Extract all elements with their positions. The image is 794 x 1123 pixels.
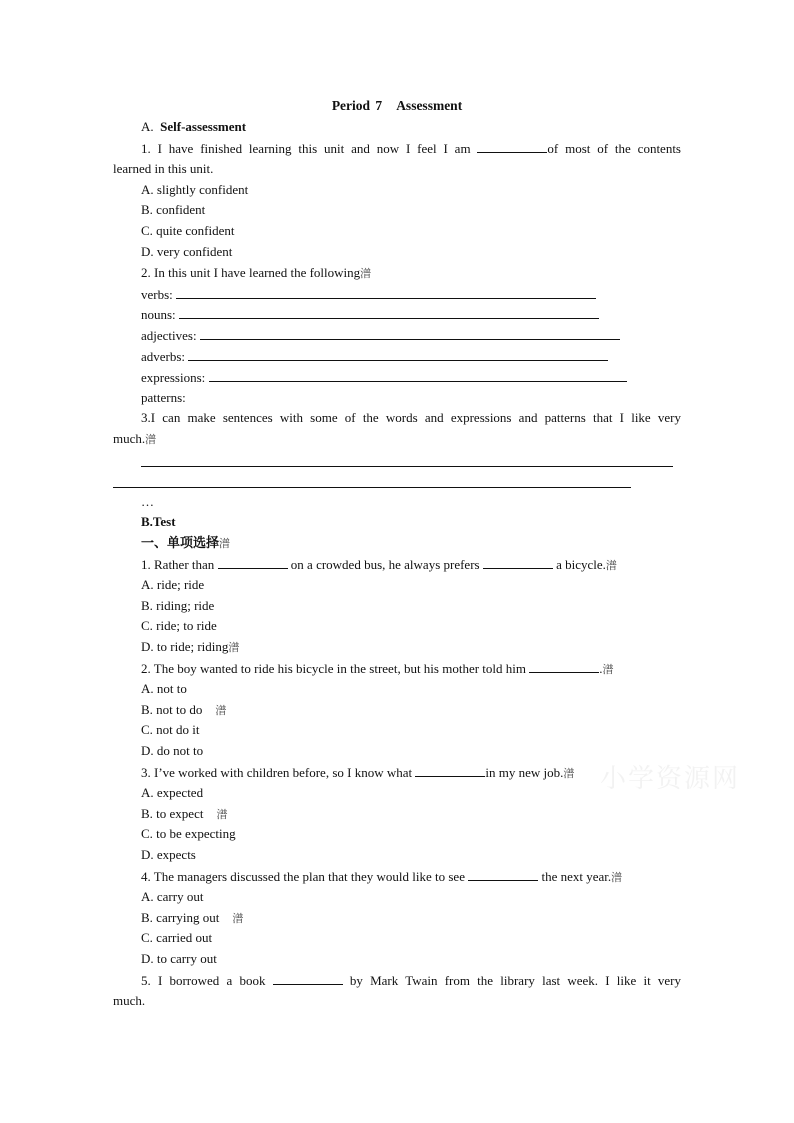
page-title [0, 98, 794, 114]
b-q3-option-d: D. expects [141, 847, 196, 862]
b-q3-stem: 3. I’ve worked with children before, so I know what in my new job.潽 [141, 765, 575, 780]
q1-option-d: D. very confident [141, 244, 233, 259]
adverbs-line [188, 348, 608, 361]
title-name: Assessment [396, 98, 463, 113]
field-verbs: verbs: [141, 286, 596, 303]
b-q4-stem: 4. The managers discussed the plan that they would like to see the next year.潽 [141, 869, 623, 884]
q1-line2: learned in this unit. [113, 161, 214, 176]
b-q3-option-a: A. expected [141, 785, 204, 800]
b-q4-option-d: D. to carry out [141, 951, 217, 966]
b-q4-option-b: B. carrying out 潽 [141, 910, 244, 925]
b-q3-option-b: B. to expect 潽 [141, 806, 228, 821]
verbs-line [176, 286, 596, 299]
expressions-line [209, 369, 627, 382]
field-adverbs: adverbs: [141, 348, 608, 365]
adjectives-line [200, 327, 620, 340]
b-q4-option-a: A. carry out [141, 889, 204, 904]
field-expressions: expressions: [141, 369, 627, 386]
q3-line1: 3.I can make sentences with some of the words and expressions and patterns that I like very [141, 410, 681, 425]
b-q4-option-c: C. carried out [141, 930, 213, 945]
b-q5-line2: much. [113, 993, 146, 1008]
b-q1-option-c: C. ride; to ride [141, 618, 217, 633]
b-q2-stem: 2. The boy wanted to ride his bicycle in the street, but his mother told him .潽 [141, 661, 614, 676]
title-period: Period 7 [331, 98, 383, 113]
b-q1-option-d: D. to ride; riding潽 [141, 639, 240, 654]
b-q2-option-d: D. do not to [141, 743, 204, 758]
b-q1-option-b: B. riding; ride [141, 598, 215, 613]
section-b-subheading: 一、单项选择潽 [141, 536, 231, 551]
q1-option-c: C. quite confident [141, 223, 235, 238]
q1-option-b: B. confident [141, 202, 206, 217]
q2-prompt: 2. In this unit I have learned the following潽 [141, 265, 372, 280]
field-adjectives: adjectives: [141, 327, 620, 344]
b-q2-option-c: C. not do it [141, 722, 200, 737]
b-q2-option-a: A. not to [141, 681, 187, 696]
section-b-heading: B.Test [141, 514, 176, 529]
answer-line-2 [113, 487, 631, 488]
b-q1-option-a: A. ride; ride [141, 577, 205, 592]
q1-line1: 1. I have finished learning this unit and now I feel I am of most of the contents [141, 141, 681, 156]
b-q5-stem: 5. I borrowed a book by Mark Twain from the library last week. I like it very [141, 973, 681, 988]
field-patterns: patterns: [141, 390, 186, 405]
nouns-line [179, 306, 599, 319]
answer-line-1 [141, 466, 673, 467]
q1-blank [477, 140, 547, 153]
watermark: 小学资源网 [600, 764, 741, 794]
q1-option-a: A. slightly confident [141, 182, 249, 197]
section-a-heading: A. Self-assessment [141, 119, 247, 134]
b-q3-option-c: C. to be expecting [141, 826, 236, 841]
b-q1-stem: 1. Rather than on a crowded bus, he always prefers a bicycle.潽 [141, 557, 617, 572]
field-nouns: nouns: [141, 306, 599, 323]
b-q2-option-b: B. not to do 潽 [141, 702, 227, 717]
q3-line2: much.潽 [113, 431, 157, 446]
ellipsis: … [141, 494, 154, 509]
